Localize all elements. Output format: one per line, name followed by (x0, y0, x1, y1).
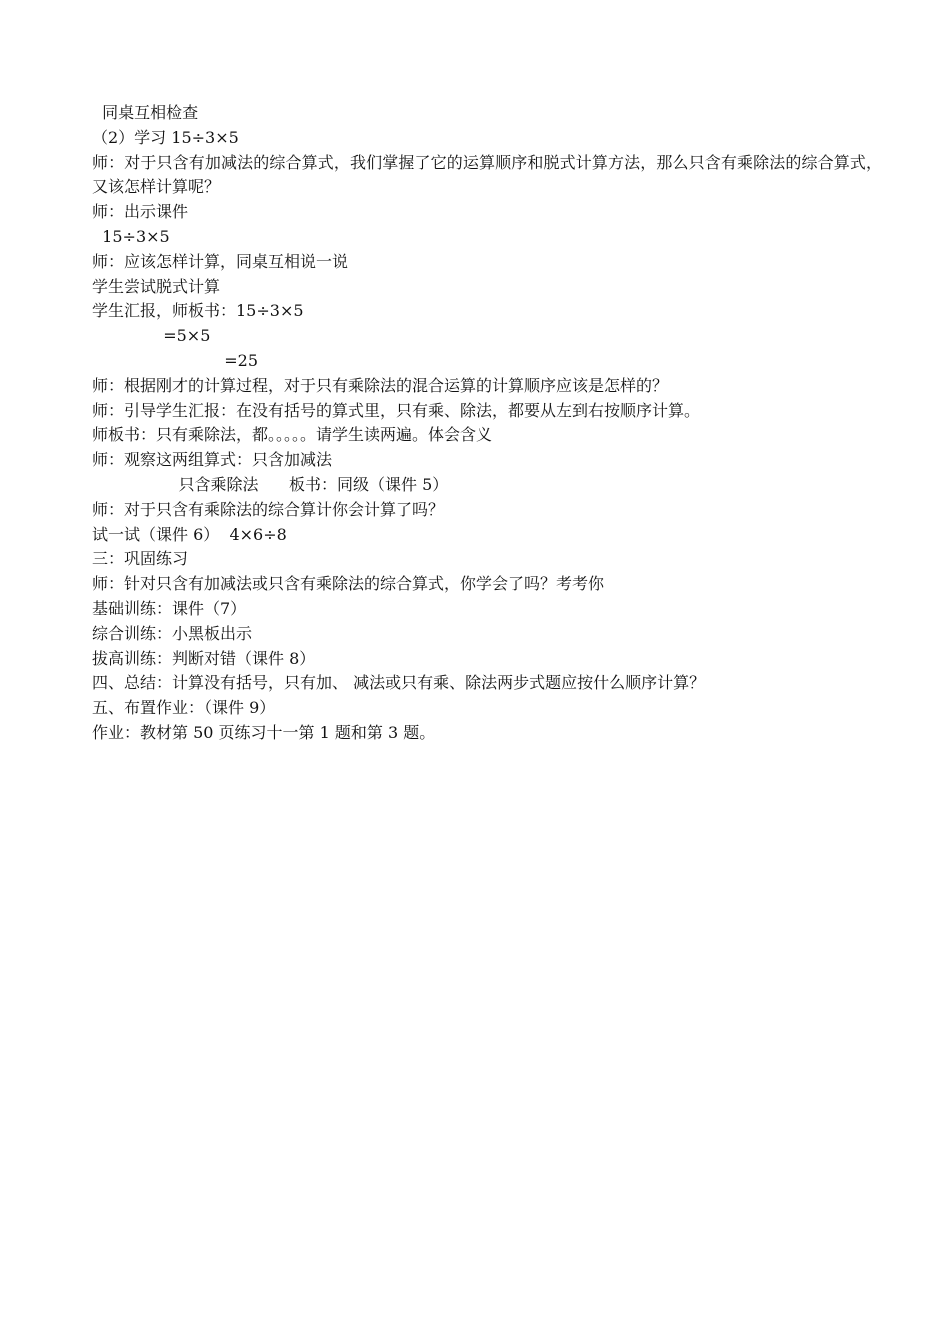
text-line: 学生尝试脱式计算 (92, 276, 221, 296)
text-line: 作业：教材第 50 页练习十一第 1 题和第 3 题。 (92, 722, 436, 742)
text-line: 拔高训练：判断对错（课件 8） (92, 648, 316, 668)
text-line: 师：针对只含有加减法或只含有乘除法的综合算式，你学会了吗？考考你 (92, 574, 605, 594)
equation-step: =25 (92, 350, 258, 370)
section-heading: 五、布置作业：（课件 9） (92, 698, 276, 718)
text-line: 师：引导学生汇报：在没有括号的算式里，只有乘、除法，都要从左到右按顺序计算。 (92, 400, 701, 420)
text-line: 师：应该怎样计算，同桌互相说一说 (92, 251, 349, 271)
section-heading: 四、总结：计算没有括号，只有加、 减法或只有乘、除法两步式题应按什么顺序计算？ (92, 673, 706, 693)
text-line: 师：出示课件 (92, 202, 189, 222)
text-line: 综合训练：小黑板出示 (92, 623, 253, 643)
text-line: 师：观察这两组算式：只含加减法 (92, 450, 333, 470)
text-line: 试一试（课件 6） 4×6÷8 (92, 524, 287, 544)
text-line: 只含乘除法 板书：同级（课件 5） (92, 474, 449, 494)
section-heading: 三：巩固练习 (92, 549, 189, 569)
text-line: （2）学习 15÷3×5 (92, 127, 239, 147)
text-line: 15÷3×5 (92, 226, 170, 246)
document-body (92, 101, 882, 746)
text-line: 师：根据刚才的计算过程，对于只有乘除法的混合运算的计算顺序应该是怎样的？ (92, 375, 669, 395)
text-paragraph: 师：对于只含有加减法的综合算式，我们掌握了它的运算顺序和脱式计算方法，那么只含有乘除法的综合算式，又该怎样计算呢？ (92, 152, 882, 197)
text-line: 学生汇报，师板书：15÷3×5 (92, 301, 304, 321)
text-line: 师板书：只有乘除法，都。。。。。请学生读两遍。体会含义 (92, 425, 493, 445)
text-line: 基础训练：课件（7） (92, 598, 247, 618)
text-line: 同桌互相检查 (92, 103, 199, 122)
equation-step: =5×5 (92, 326, 211, 346)
text-line: 师：对于只含有乘除法的综合算计你会计算了吗？ (92, 499, 445, 519)
